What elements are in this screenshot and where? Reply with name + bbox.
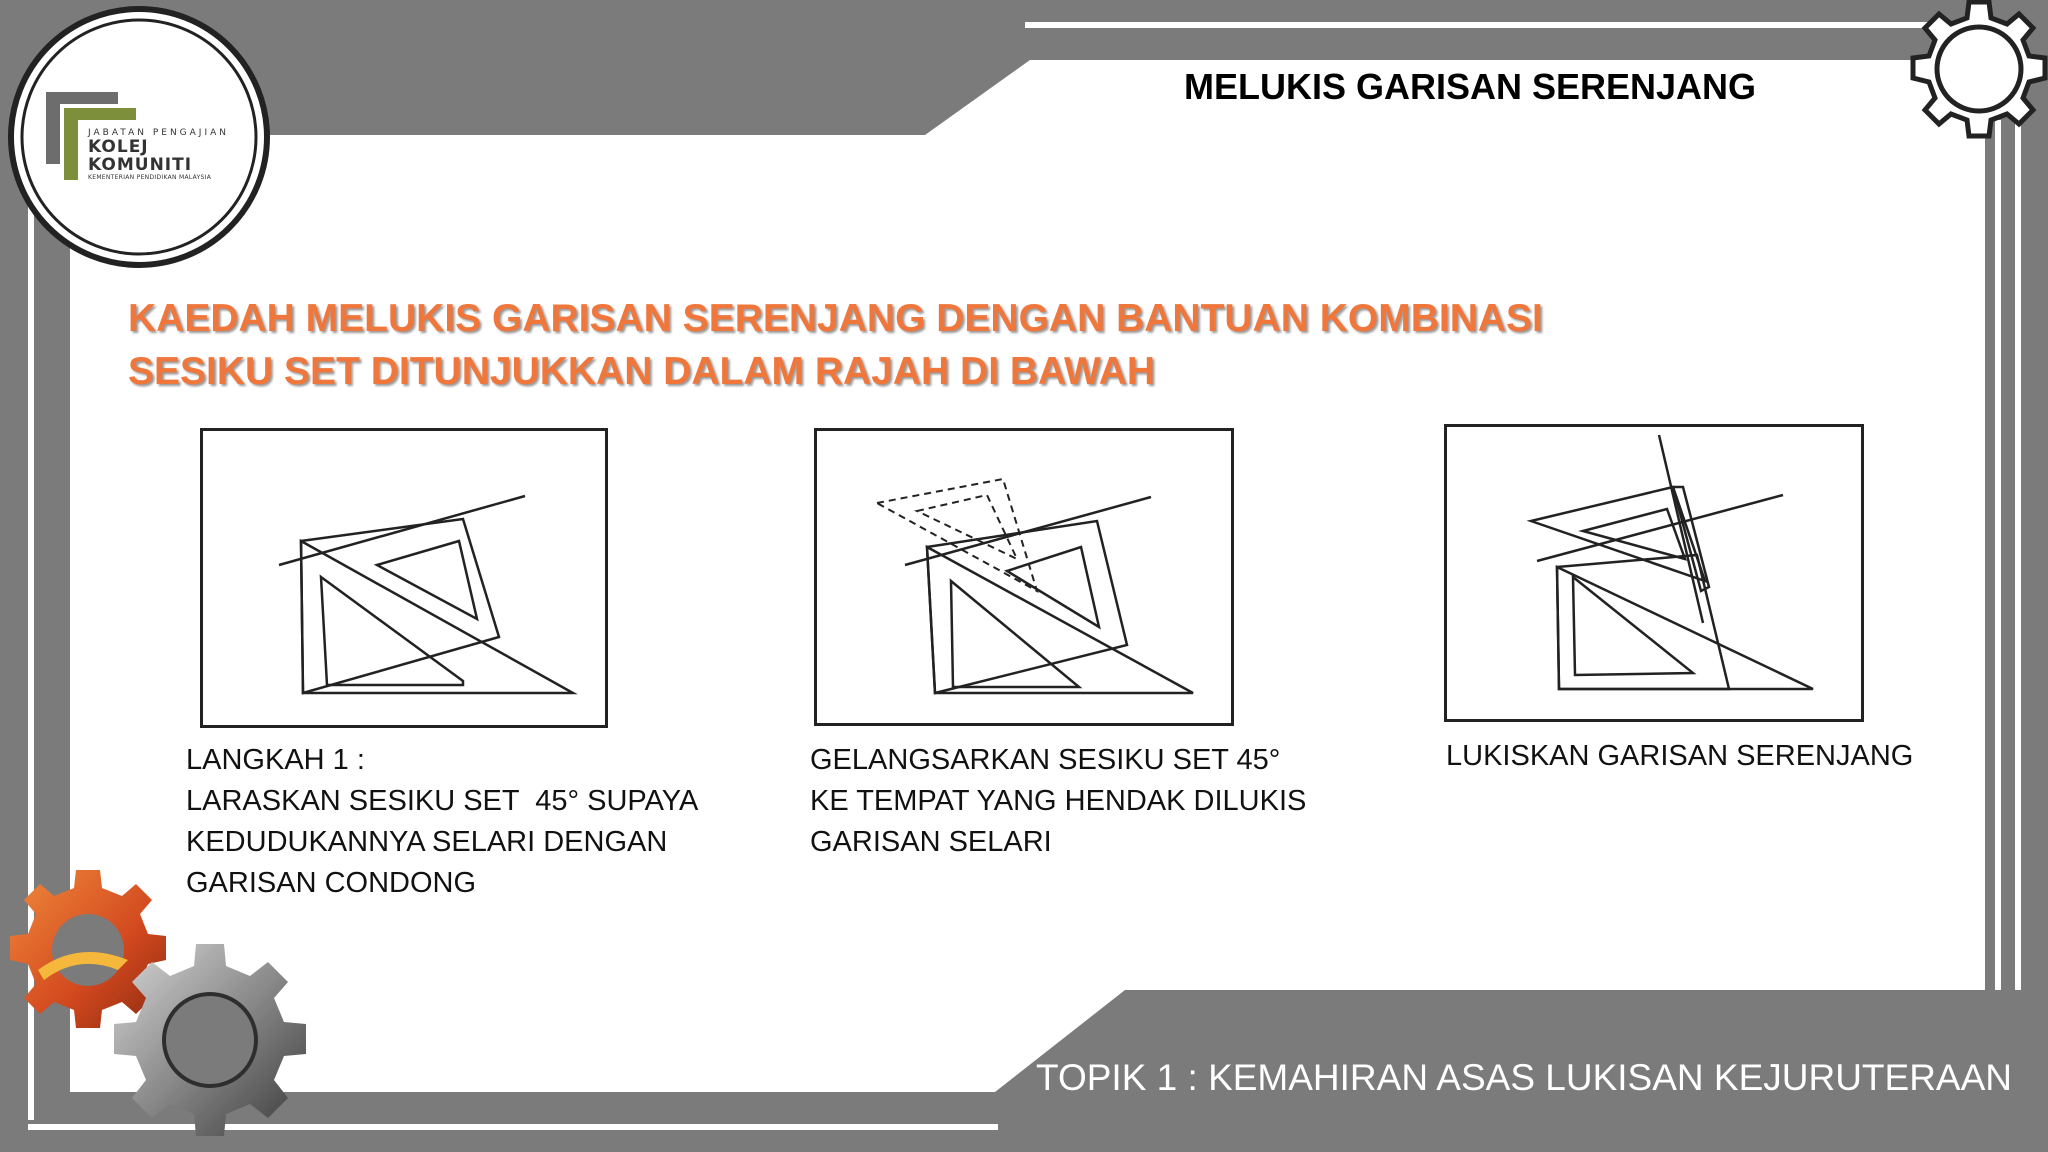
step-2-line-1: GELANGSARKAN SESIKU SET 45°	[810, 744, 1281, 776]
diagram-step-1	[200, 428, 608, 728]
step-1-line-3: KEDUDUKANNYA SELARI DENGAN	[186, 826, 668, 858]
step-2-line-3: GARISAN SELARI	[810, 826, 1052, 858]
step-1-line-4: GARISAN CONDONG	[186, 867, 477, 899]
gear-icon	[1904, 0, 2048, 144]
step-3-caption	[1446, 736, 1913, 777]
logo-line-1: JABATAN PENGAJIAN	[88, 128, 230, 138]
set-square-diagram-1	[203, 431, 605, 725]
step-3-line-1: LUKISKAN GARISAN SERENJANG	[1446, 740, 1914, 772]
diagram-step-3	[1444, 424, 1864, 722]
section-heading: KAEDAH MELUKIS GARISAN SERENJANG DENGAN BANTUAN KOMBINASI SESIKU SET DITUNJUKKAN DALAM RAJAH DI BAWAH	[128, 297, 1543, 393]
step-1-line-2: LARASKAN SESIKU SET 45° SUPAYA	[186, 785, 699, 817]
logo-line-3: KEMENTERIAN PENDIDIKAN MALAYSIA	[88, 174, 212, 181]
step-2-line-2: KE TEMPAT YANG HENDAK DILUKIS	[810, 785, 1307, 817]
footer-topic: TOPIK 1 : KEMAHIRAN ASAS LUKISAN KEJURUTERAAN	[1036, 1057, 2012, 1098]
step-2-caption	[810, 740, 1306, 863]
set-square-diagram-3	[1447, 427, 1861, 719]
set-square-diagram-2	[817, 431, 1231, 723]
logo-line-2: KOLEJ KOMUNITI	[88, 137, 193, 175]
step-1-line-1: LANGKAH 1 :	[186, 744, 365, 776]
logo-text	[88, 128, 248, 181]
gear-cluster-icon	[0, 870, 340, 1152]
diagram-step-2	[814, 428, 1234, 726]
page-title: MELUKIS GARISAN SERENJANG	[1183, 66, 1757, 107]
